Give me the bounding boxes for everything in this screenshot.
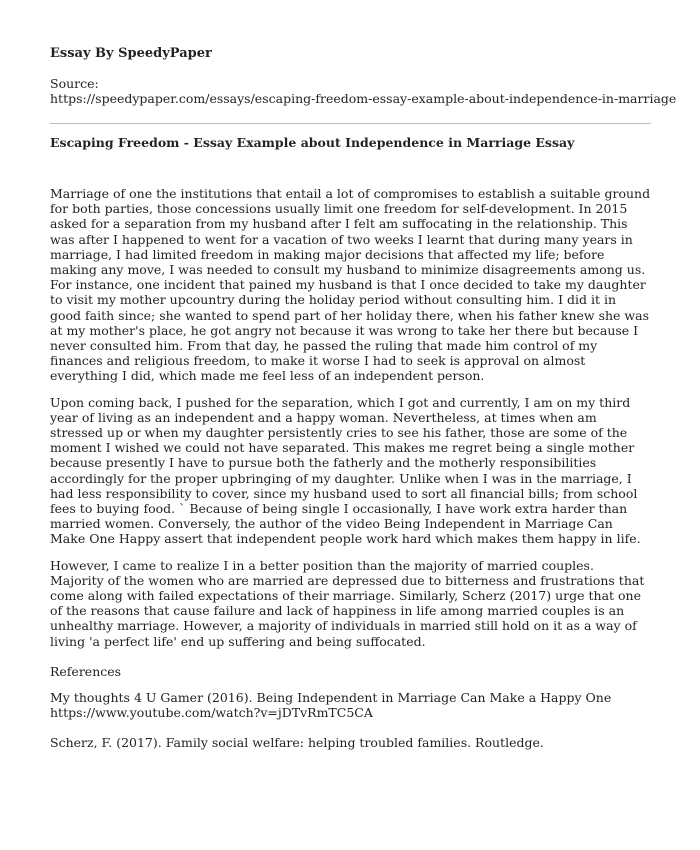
site-header: Essay By SpeedyPaper — [50, 46, 212, 61]
essay-title: Escaping Freedom - Essay Example about Independence in Marriage Essay — [50, 135, 575, 150]
references-heading: References — [50, 664, 122, 679]
document-page — [50, 0, 677, 850]
source-label: Source: — [50, 76, 99, 91]
reference-1-citation: My thoughts 4 U Gamer (2016). Being Independent in Marriage Can Make a Happy One — [50, 690, 612, 705]
header-divider — [50, 123, 651, 124]
essay-paragraph-2: Upon coming back, I pushed for the separation, which I got and currently, I am on my third year of living as an independent and a happy woman. Nevertheless, at times when am stressed up or when my daughter persistently cries to see his father, those are some of the moment I wished we could not have separated. This makes me regret being a single mother because presently I have to pursue both the fatherly and the motherly responsibilities accordingly for the proper upbringing of my daughter. Unlike when I was in the marriage, I had less responsibility to cover, since my husband used to sort all financial bills; from school fees to buying food. ` Because of being single I occasionally, I have work extra harder than married women. Conversely, the author of the video Being Independent in Marriage Can Make One Happy assert that independent people work hard which makes them happy in life. — [50, 394, 641, 547]
reference-2-citation: Scherz, F. (2017). Family social welfare: helping troubled families. Routledge. — [50, 735, 544, 750]
reference-item-1 — [50, 690, 651, 720]
essay-body — [50, 186, 651, 660]
reference-item-2 — [50, 735, 651, 750]
essay-paragraph-1: Marriage of one the institutions that entail a lot of compromises to establish a suitable ground for both parties, those concessions usually limit one freedom for self-development. In 2015 asked for a separation from my husband after I felt am suffocating in the relationship. This was after I happened to went for a vacation of two weeks I learnt that during many years in marriage, I had limited freedom in making major decisions that affected my life; before making any move, I was needed to consult my husband to minimize disagreements among us. For instance, one incident that pained my husband is that I once decided to take my daughter to visit my mother upcountry during the holiday period without consulting him. I did it in good faith since; she wanted to spend part of her holiday there, when his father knew she was at my mother's place, he got angry not because it was wrong to take her there but because I never consulted him. From that day, he passed the ruling that made him control of my finances and religious freedom, to make it worse I had to seek is approval on almost everything I did, which made me feel less of an independent person. — [50, 186, 651, 384]
essay-paragraph-3: However, I came to realize I in a better position than the majority of married couples. Majority of the women who are married are depressed due to bitterness and frustrations that come along with failed expectations of their marriage. Similarly, Scherz (2017) urge that one of the reasons that cause failure and lack of happiness in life among married couples is an unhealthy marriage. However, a majority of individuals in married still hold on it as a way of living 'a perfect life' end up suffering and being suffocated. — [50, 557, 645, 649]
reference-1-url: https://www.youtube.com/watch?v=jDTvRmTC5CA — [50, 705, 373, 721]
source-url: https://speedypaper.com/essays/escaping-freedom-essay-example-about-independence-in-marriage — [50, 91, 677, 106]
